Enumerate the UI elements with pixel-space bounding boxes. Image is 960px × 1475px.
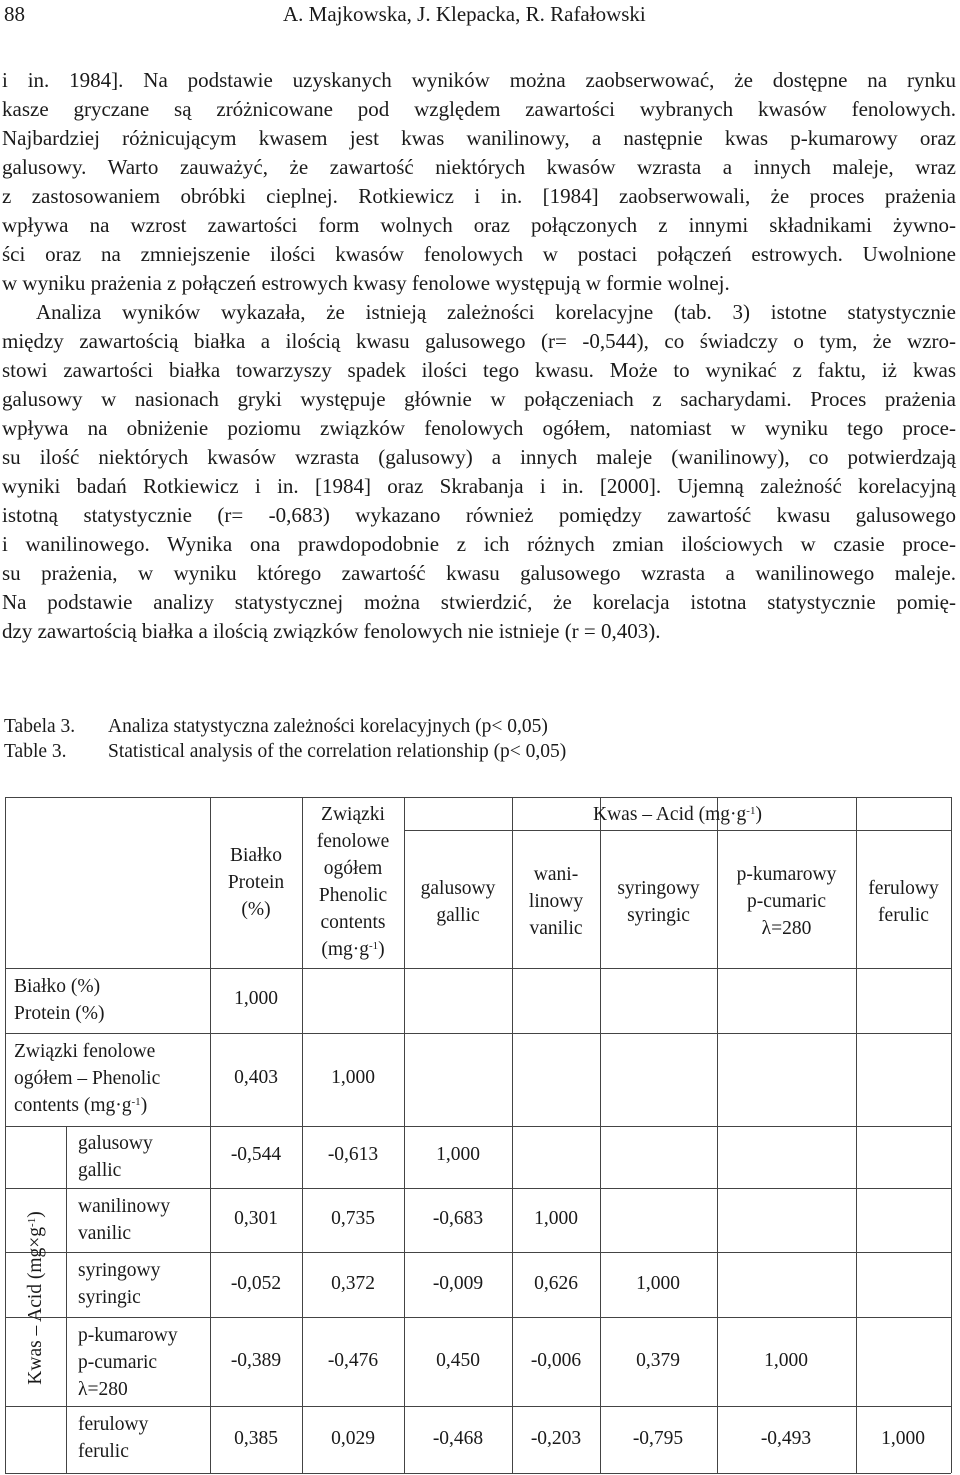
body-line: ści oraz na zmniejszenie ilości kwasów fenolowych w postaci połączeń estrowych. Uwolnione [2,242,956,266]
row-group-acid-label [25,1211,47,1384]
correlation-value: 0,372 [331,1273,375,1294]
row-header-acid [78,1257,208,1311]
col-header-acid [404,875,512,929]
correlation-value: -0,009 [432,1273,484,1294]
cell-text: (%) [241,899,271,920]
cell-text: Białko [230,845,282,866]
correlation-value: 0,385 [234,1428,278,1449]
row-rule [5,1406,951,1407]
cell-text: λ=280 [761,918,812,939]
cell-text: syringic [78,1287,141,1308]
cell-text: galusowy [78,1133,153,1154]
cell-text: gallic [436,905,480,926]
cell-text: p-cumaric [78,1352,158,1373]
body-line: i in. 1984]. Na podstawie uzyskanych wyników można zaobserwować, że dostępne na rynku [2,68,956,92]
cell-text: ferulowy [868,878,939,899]
unit-paren: ) [140,1095,148,1116]
acid-group-rule [404,830,951,831]
table-border-right [951,797,952,1473]
cell-text: Phenolic [318,885,388,906]
body-line: wpływa na obniżenie poziomu związków fenolowych ogółem, natomiast w wyniku tego proce- [2,416,956,440]
cell-text: gallic [78,1160,122,1181]
cell-text: p-kumarowy [78,1325,178,1346]
body-line: su ilość niektórych kwasów wzrasta (galusowy) a innych maleje (wanilinowy), co potwierdzają [2,445,956,469]
body-text [2,66,956,646]
unit-text [404,801,951,828]
cell-text: Protein [227,872,285,893]
unit-label: contents (mg·g [14,1095,132,1116]
correlation-value: -0,493 [760,1428,812,1449]
cell-text: syringowy [617,878,700,899]
table-border-left [5,797,6,1473]
body-line: kasze gryczane są zróżnicowane pod względem zawartości wybranych kwasów fenolowych. [2,97,956,121]
correlation-value: 0,029 [331,1428,375,1449]
cell-text: Białko (%) [14,976,101,997]
correlation-value: -0,203 [530,1428,582,1449]
body-line: Na podstawie analizy statystycznej można stwierdzić, że korelacja istotna statystycznie pomię- [2,590,956,614]
header-rule [5,968,951,969]
body-line: w wyniku prażenia z połączeń estrowych kwasy fenolowe występują w formie wolnej. [2,271,730,295]
body-line: dzy zawartością białka a ilością związków fenolowych nie istnieje (r = 0,403). [2,619,661,643]
body-line: Analiza wyników wykazała, że istnieją zależności korelacyjne (tab. 3) istotne statystycznie [36,300,956,324]
unit-paren: ) [378,939,385,960]
correlation-value: -0,389 [230,1350,282,1371]
unit-text [25,1211,47,1384]
body-line: między zawartością białka a ilością kwasu galusowego (r= -0,544), co świadczy o tym, że wzro- [2,329,956,353]
caption-pl [0,716,960,742]
correlation-value: 1,000 [764,1350,808,1371]
body-line: galusowy w nasionach gryki występuje głównie w połączeniach z sacharydami. Proces prażenia [2,387,956,411]
correlation-value: -0,613 [327,1144,379,1165]
unit-text [14,1092,204,1119]
correlation-value: -0,795 [632,1428,684,1449]
caption-en [0,741,960,767]
cell-text: wani- [533,864,579,885]
row-header-phenolic [14,1038,204,1119]
col-header-protein [210,842,302,923]
correlation-value: -0,544 [230,1144,282,1165]
correlation-value: 0,301 [234,1208,278,1229]
correlation-value: -0,006 [530,1350,582,1371]
correlation-value: 0,735 [331,1208,375,1229]
cell-text: ogółem – Phenolic [14,1068,161,1089]
unit-exponent: -1 [26,1217,38,1227]
correlation-value: -0,052 [230,1273,282,1294]
cell-text: galusowy [420,878,496,899]
col-header-acid [717,861,856,942]
running-header: A. Majkowska, J. Klepacka, R. Rafałowski [283,2,646,26]
cell-text: p-kumarowy [736,864,837,885]
correlation-value: 1,000 [331,1067,375,1088]
page-number: 88 [4,2,25,26]
caption-pl-label: Tabela 3. [4,716,76,737]
cell-text: linowy [528,891,584,912]
unit-label: Kwas – Acid (mg×g [25,1226,46,1385]
correlation-value: 0,626 [534,1273,578,1294]
cell-text: ferulic [78,1441,129,1462]
body-line: stowi zawartości białka towarzyszy spadek ilości tego kwasu. Może to wynikać z faktu, iż kwas [2,358,956,382]
cell-text: fenolowe [316,831,390,852]
correlation-value: -0,683 [432,1208,484,1229]
cell-text: vanilic [78,1223,132,1244]
table-border-bottom [5,1473,951,1474]
unit-exponent: -1 [746,805,756,817]
cell-text: ferulic [878,905,929,926]
correlation-value: 0,403 [234,1067,278,1088]
caption-pl-text: Analiza statystyczna zależności korelacyjnych (p< 0,05) [108,716,548,737]
cell-text: vanilic [529,918,583,939]
body-line: Najbardziej różnicującym kwasem jest kwas wanilinowy, a następnie kwas p-kumarowy oraz [2,126,956,150]
row-rule [5,1252,951,1253]
cell-text: λ=280 [78,1379,128,1400]
correlation-value: -0,468 [432,1428,484,1449]
caption-en-text: Statistical analysis of the correlation relationship (p< 0,05) [108,741,567,762]
unit-exponent: -1 [131,1096,141,1108]
cell-text: ogółem [323,858,383,879]
correlation-value: 1,000 [234,988,278,1009]
correlation-value: 1,000 [636,1273,680,1294]
cell-text: p-cumaric [746,891,827,912]
table-border-top [5,797,951,798]
caption-en-label: Table 3. [4,741,67,762]
row-rule [5,1188,951,1189]
correlation-value: 1,000 [436,1144,480,1165]
acid-group-header [404,801,951,828]
correlation-value: -0,476 [327,1350,379,1371]
cell-text: syringowy [78,1260,161,1281]
body-line: wyniki badań Rotkiewicz i in. [1984] oraz Skrabanja i in. [2000]. Ujemną zależność korelacyjną [2,474,956,498]
row-header-protein [14,973,204,1027]
col-header-phenolic [302,801,404,963]
correlation-value: 1,000 [881,1428,925,1449]
acid-label-rule [66,1126,67,1473]
col-header-acid [856,875,951,929]
body-line: z zastosowaniem obróbki cieplnej. Rotkiewicz i in. [1984] zaobserwowali, że proces prażenia [2,184,956,208]
body-line: galusowy. Warto zauważyć, że zawartość niektórych kwasów wzrasta a innych maleje, wraz [2,155,956,179]
unit-text [302,936,404,963]
col-header-acid [512,861,600,942]
row-header-acid [78,1411,208,1465]
body-line: i wanilinowego. Wynika ona prawdopodobnie z ich różnych zmian ilościowych w czasie proce- [2,532,956,556]
body-line: su prażenia, w wyniku którego zawartość kwasu galusowego wzrasta a wanilinowego maleje. [2,561,956,585]
unit-label: Kwas – Acid (mg·g [593,804,747,825]
row-rule [5,1126,951,1127]
unit-exponent: -1 [368,940,379,952]
row-rule [5,1033,951,1034]
correlation-value: 1,000 [534,1208,578,1229]
cell-text: wanilinowy [78,1196,171,1217]
row-rule [5,1317,951,1318]
correlation-value: 0,450 [436,1350,480,1371]
col-header-acid [600,875,717,929]
unit-paren: ) [25,1211,46,1218]
row-header-acid [78,1193,208,1247]
row-header-acid [78,1130,208,1184]
cell-text: Protein (%) [14,1003,105,1024]
body-line: istotną statystycznie (r= -0,683) wykazano również pomiędzy zawartość kwasu galusowego [2,503,956,527]
unit-paren: ) [755,804,762,825]
row-header-acid [78,1322,208,1403]
cell-text: contents [320,912,386,933]
unit-label: (mg·g [321,939,369,960]
cell-text: syringic [627,905,690,926]
cell-text: ferulowy [78,1414,149,1435]
cell-text: Związki fenolowe [14,1041,156,1062]
correlation-value: 0,379 [636,1350,680,1371]
body-line: wpływa na wzrost zawartości form wolnych oraz połączonych z innymi składnikami żywno- [2,213,956,237]
cell-text: Związki [321,804,385,825]
